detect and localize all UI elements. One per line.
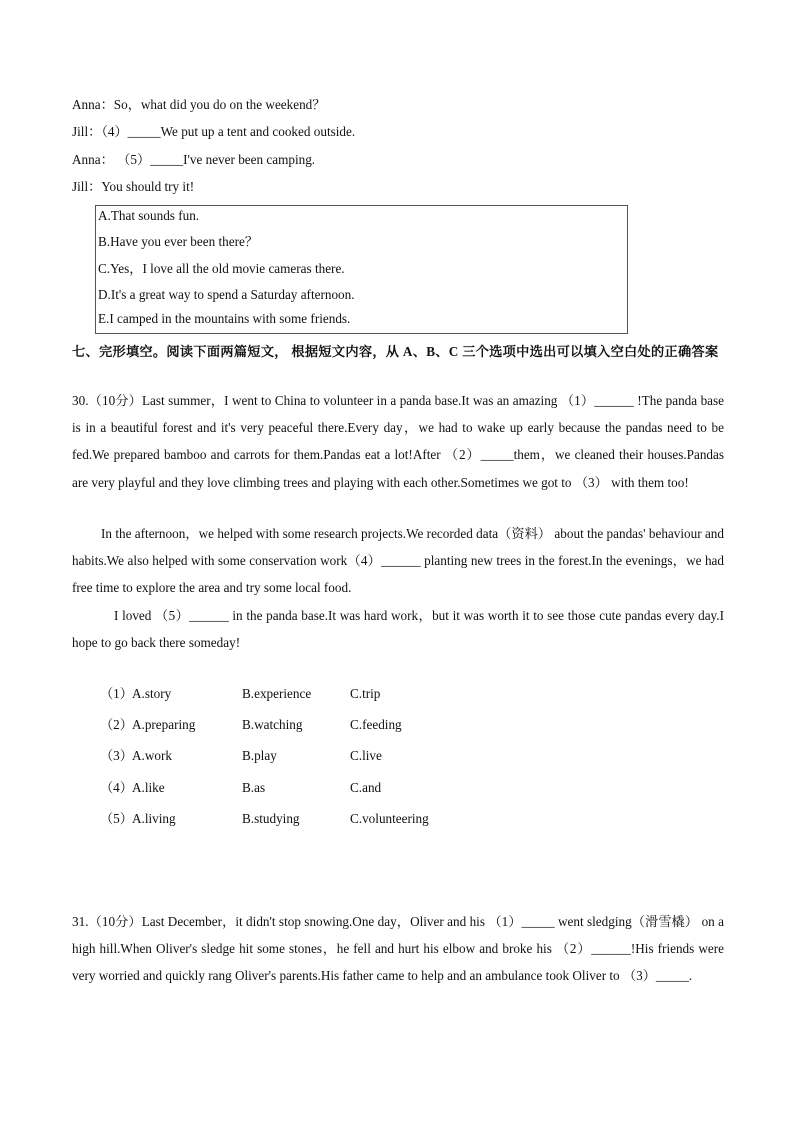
- question-30-paragraph-3: I loved （5）______ in the panda base.It was hard work，but it was worth it to see those cute pandas every day.I hope to go back there someday!: [72, 608, 724, 651]
- choice-b[interactable]: B.studying: [242, 811, 300, 826]
- dialogue-line: [72, 152, 315, 168]
- choice-number: （4）: [100, 780, 133, 795]
- speaker-label: Anna：: [72, 152, 114, 167]
- option-a: A.That sounds fun.: [98, 208, 200, 223]
- dialogue-line: [72, 97, 325, 113]
- choice-a[interactable]: A.story: [132, 686, 172, 701]
- question-31-paragraph-1: 31.（10分）Last December，it didn't stop snowing.One day，Oliver and his （1）_____ went sledging（滑雪橇） on a high hill.When Oliver's sledge hit some stones，he fell and hurt his elbow and broke his （2）______!His friends were very worried and quickly rang Oliver's parents.His father came to help and an ambulance took Oliver to （3）_____.: [72, 914, 724, 984]
- option-e: E.I camped in the mountains with some friends.: [98, 311, 351, 326]
- choice-number: （2）: [100, 717, 133, 732]
- dialogue-text: （5）_____I've never been camping.: [123, 152, 316, 167]
- speaker-label: Jill：: [72, 179, 102, 194]
- dialogue-text: So，what did you do on the weekend？: [113, 97, 326, 112]
- choice-b[interactable]: B.experience: [242, 686, 312, 701]
- speaker-label: Anna：: [72, 97, 114, 112]
- choice-b[interactable]: B.watching: [242, 717, 303, 732]
- choice-c[interactable]: C.feeding: [350, 717, 402, 732]
- choice-c[interactable]: C.trip: [350, 686, 381, 701]
- speaker-label: Jill：: [72, 124, 102, 139]
- question-30-paragraph-2: In the afternoon，we helped with some research projects.We recorded data（资料） about the pandas' behaviour and habits.We also helped with some conservation work（4）______ planting new trees in the forest.In the evenings，we had free time to explore the area and try some local food.: [72, 526, 724, 596]
- choice-c[interactable]: C.live: [350, 748, 382, 763]
- choice-a[interactable]: A.work: [132, 748, 172, 763]
- dialogue-line: [72, 124, 355, 140]
- choice-a[interactable]: A.living: [132, 811, 176, 826]
- choice-number: （5）: [100, 811, 133, 826]
- option-d: D.It's a great way to spend a Saturday afternoon.: [98, 287, 355, 302]
- answer-options-box: [95, 205, 628, 334]
- choice-number: （1）: [100, 686, 133, 701]
- choice-c[interactable]: C.and: [350, 780, 382, 795]
- option-c: C.Yes，I love all the old movie cameras there.: [98, 261, 345, 276]
- dialogue-text: You should try it!: [101, 179, 195, 194]
- dialogue-line: [72, 179, 194, 195]
- choice-b[interactable]: B.as: [242, 780, 266, 795]
- option-b: B.Have you ever been there？: [98, 234, 259, 249]
- choice-b[interactable]: B.play: [242, 748, 277, 763]
- section-heading: 七、完形填空。阅读下面两篇短文， 根据短文内容，从 A、B、C 三个选项中选出可以填入空白处的正确答案: [72, 344, 719, 359]
- choice-number: （3）: [100, 748, 133, 763]
- dialogue-text: （4）_____We put up a tent and cooked outside.: [101, 124, 356, 139]
- question-30-paragraph-1: 30.（10分）Last summer，I went to China to volunteer in a panda base.It was an amazing （1）______ !The panda base is in a beautiful forest and it's very peaceful there.Every day，we had to wake up early because the pandas need to be fed.We prepared bamboo and carrots for them.Pandas eat a lot!After （2）_____them，we cleaned their houses.Pandas are very playful and they love climbing trees and playing with each other.Sometimes we got to （3） with them too!: [72, 393, 724, 490]
- choice-a[interactable]: A.preparing: [132, 717, 196, 732]
- choice-c[interactable]: C.volunteering: [350, 811, 429, 826]
- choice-a[interactable]: A.like: [132, 780, 165, 795]
